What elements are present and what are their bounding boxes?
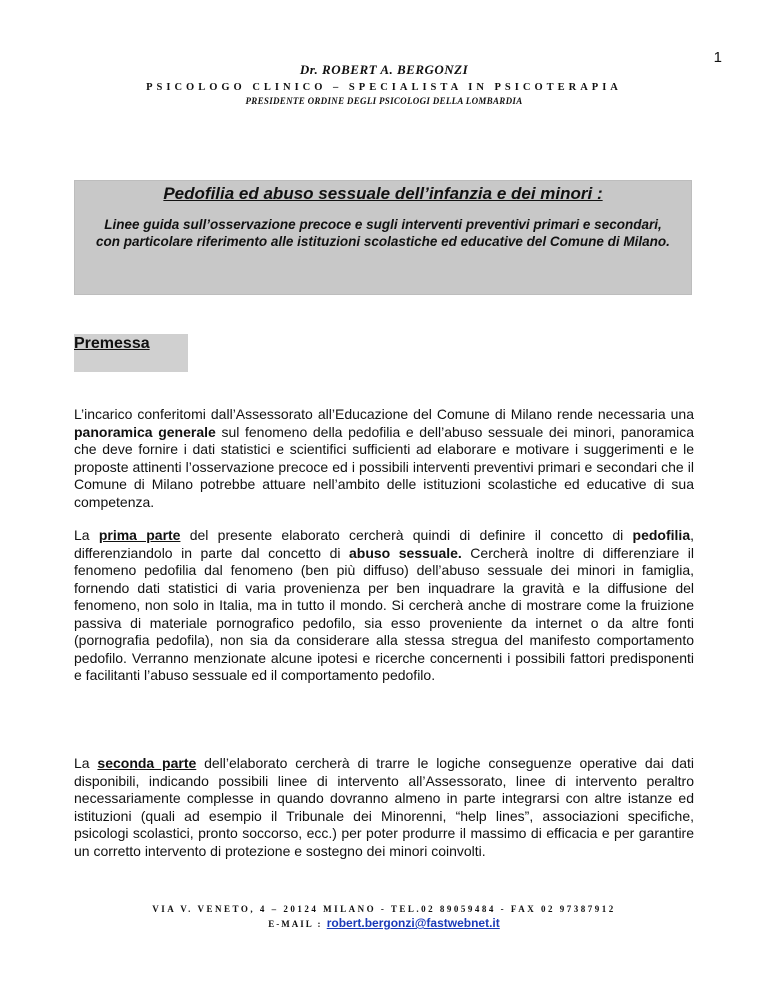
letterhead-name: Dr. ROBERT A. BERGONZI: [299, 62, 469, 77]
section-heading-box: [74, 334, 188, 372]
letterhead-title: PSICOLOGO CLINICO – SPECIALISTA IN PSICOTERAPIA: [146, 82, 622, 93]
letterhead-subtitle: PRESIDENTE ORDINE DEGLI PSICOLOGI DELLA LOMBARDIA: [245, 96, 523, 106]
paragraph-first-part: [74, 527, 694, 685]
emphasis-text: pedofilia: [632, 527, 691, 543]
paragraph-text: , differenziandolo in parte dal concetto di: [74, 527, 694, 561]
letterhead: [0, 62, 768, 108]
paragraph-text: del presente elaborato cercherà quindi di definire il concetto di: [180, 527, 633, 543]
document-title: Pedofilia ed abuso sessuale dell’infanzia e dei minori :: [163, 184, 603, 203]
email-label: E-MAIL :: [268, 919, 323, 929]
paragraph-text: La: [74, 527, 99, 543]
emphasis-text: panoramica generale: [74, 423, 216, 440]
footer-address: VIA V. VENETO, 4 – 20124 MILANO - TEL.02 89059484 - FAX 02 97387912: [152, 904, 616, 914]
paragraph-text: Cercherà inoltre di differenziare il fenomeno pedofilia dal fenomeno (ben più diffuso) dell’abuso sessuale dei minori in famiglia, fornendo dati statistici di varia provenienza per ben inquadrare la gravità e la diffusione del fenomeno, non solo in Italia, ma in tutto il mondo. Si cercherà anche di mostrare come la fruizione passiva di materiale pornografico pedofilo, sia esso proveniente da internet o da altre fonti (pornografia pedofila), non sia da considerare alla stessa stregua del manifesto comportamento pedofilo. Verranno menzionate alcune ipotesi e ricerche concernenti i possibili fattori predisponenti e facilitanti l’abuso sessuale ed il comportamento pedofilo.: [74, 544, 694, 683]
footer-email-row: [0, 916, 768, 931]
paragraph-text: sul fenomeno della pedofilia e dell’abuso sessuale dei minori, panoramica che deve fornire i dati statistici e scientifici sufficienti ad elaborare e motivare i suggerimenti e le proposte attinenti l’osservazione precoce ed i possibili interventi preventivi primari e secondari che il Comune di Milano potrebbe attuare nell’ambito delle istituzioni scolastiche ed educative di sua competenza.: [74, 423, 694, 510]
email-link[interactable]: robert.bergonzi@fastwebnet.it: [326, 916, 500, 930]
paragraph-text: La: [74, 755, 98, 771]
emphasis-text: abuso sessuale.: [349, 544, 462, 561]
paragraph-text: L’incarico conferitomi dall’Assessorato all’Educazione del Comune di Milano rende necessaria una: [74, 406, 694, 422]
document-subtitle: Linee guida sull’osservazione precoce e sugli interventi preventivi primari e secondari, con particolare riferimento alle istituzioni scolastiche ed educative del Comune di Milano.: [96, 217, 670, 249]
paragraph-text: dell’elaborato cercherà di trarre le logiche conseguenze operative dai dati disponibili, indicando possibili linee di intervento all’Assessorato, linee di intervento peraltro necessariamente complesse in quando dovranno almeno in parte integrarsi con altre istanze ed istituzioni (quali ad esempio il Tribunale dei Minorenni, “help lines”, associazioni specifiche, psicologi scolastici, pronto soccorso, ecc.) per poter produrre il massimo di efficacia e per garantire un corretto intervento di protezione e sostegno dei minori coinvolti.: [74, 755, 694, 859]
footer: [0, 903, 768, 931]
emphasis-text: prima parte: [98, 527, 181, 543]
paragraph-second-part: [74, 755, 694, 860]
emphasis-text: seconda parte: [97, 755, 197, 771]
paragraph-intro: [74, 406, 694, 511]
section-heading: Premessa: [74, 335, 150, 352]
document-title-box: [74, 180, 692, 295]
page-number: 1: [713, 49, 722, 66]
